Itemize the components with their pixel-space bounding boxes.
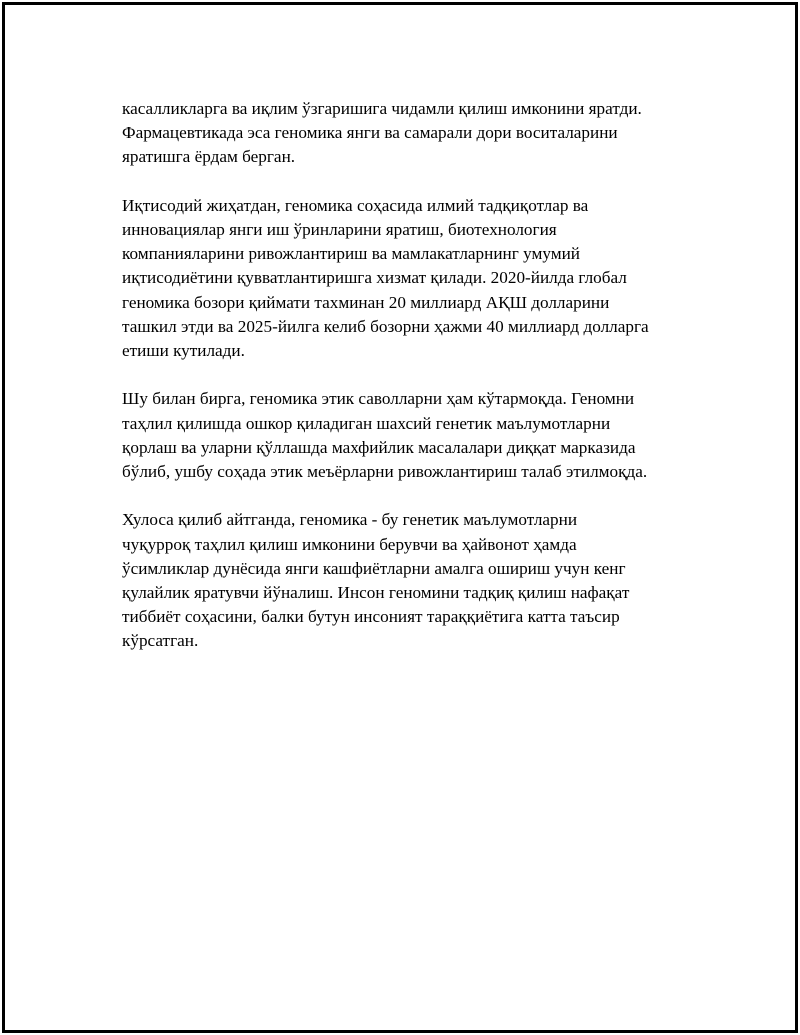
text-line: тиббиёт соҳасини, балки бутун инсоният тараққиётига катта таъсир [122, 607, 620, 627]
text-line: ўсимликлар дунёсида янги кашфиётларни амалга ошириш учун кенг [122, 558, 626, 578]
text-line: кўрсатган. [122, 631, 199, 651]
paragraph-1 [122, 97, 722, 170]
text-line: иқтисодиётини қувватлантиришга хизмат қилади. 2020-йилда глобал [122, 268, 627, 288]
text-line: Фармацевтикада эса геномика янги ва самарали дори воситаларини [122, 123, 618, 143]
text-line: Хулоса қилиб айтганда, геномика - бу генетик маълумотларни [122, 510, 578, 530]
text-line: ташкил этди ва 2025-йилга келиб бозорни ҳажми 40 миллиард долларга [122, 316, 649, 336]
paragraph-2 [122, 194, 722, 363]
text-line: қулайлик яратувчи йўналиш. Инсон геномини тадқиқ қилиш нафақат [122, 583, 630, 603]
text-line: чуқурроқ таҳлил қилиш имконини берувчи ва ҳайвонот ҳамда [122, 534, 577, 554]
text-line: таҳлил қилишда ошкор қиладиган шахсий генетик маълумотларни [122, 413, 611, 433]
paragraph-3 [122, 387, 722, 484]
text-line: Шу билан бирга, геномика этик саволларни ҳам кўтармоқда. Геномни [122, 389, 635, 409]
text-line: касалликларга ва иқлим ўзгаришига чидамли қилиш имконини яратди. [122, 99, 642, 118]
paragraph-4 [122, 508, 722, 653]
document-page [2, 2, 798, 1033]
text-line: компанияларини ривожлантириш ва мамлакатларнинг умумий [122, 244, 580, 264]
document-body [122, 97, 722, 678]
text-line: қорлаш ва уларни қўллашда махфийлик масалалари диққат марказида [122, 437, 636, 457]
text-line: бўлиб, ушбу соҳада этик меъёрларни ривожлантириш талаб этилмоқда. [122, 462, 648, 482]
text-line: яратишга ёрдам берган. [122, 147, 296, 167]
text-line: Иқтисодий жиҳатдан, геномика соҳасида илмий тадқиқотлар ва [122, 195, 589, 215]
text-line: етиши кутилади. [122, 341, 245, 361]
text-line: инновациялар янги иш ўринларини яратиш, биотехнология [122, 220, 557, 239]
text-line: геномика бозори қиймати тахминан 20 миллиард АҚШ долларини [122, 292, 610, 312]
